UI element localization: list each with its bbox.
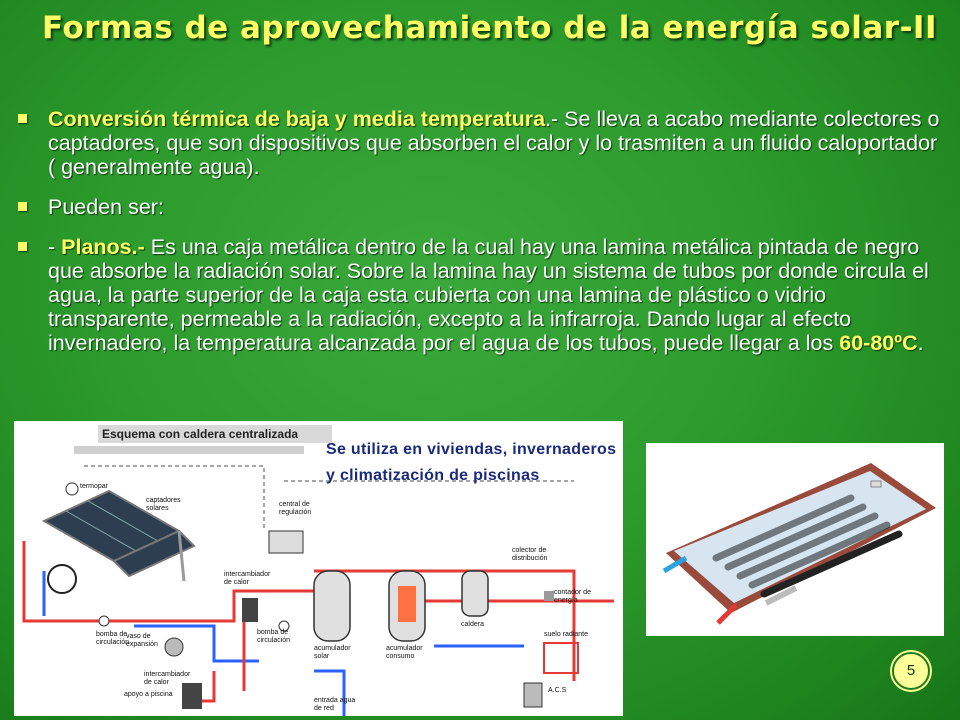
square-bullet-icon (18, 202, 27, 211)
flat-collector-image (646, 443, 944, 636)
bullet-planos (14, 235, 949, 355)
label-caldera: caldera (461, 621, 484, 628)
bullet-text: Pueden ser: (48, 195, 164, 219)
label-acumulador-solar: acumulador solar (314, 645, 351, 660)
label-piscina: apoyo a piscina (124, 691, 173, 698)
label-acumulador-consumo: acumulador consumo (386, 645, 423, 660)
label-captadores: captadores solares (146, 497, 181, 512)
label-vaso: vaso de expansión (126, 633, 158, 648)
label-suelo: suelo radiante (544, 631, 588, 638)
bullet-list (14, 107, 949, 371)
label-bomba-1: bomba de circulación (96, 631, 130, 646)
label-bomba-2: bomba de circulación (257, 629, 291, 644)
bullet-pueden-ser (14, 195, 949, 219)
label-termopar: termopar (80, 483, 109, 490)
diagram-title: Esquema con caldera centralizada (98, 425, 332, 443)
bullet-lead: Planos.- (61, 235, 145, 259)
square-bullet-icon (18, 114, 27, 123)
bullet-prefix: - (48, 235, 62, 259)
label-entrada-agua: entrada agua de red (314, 697, 356, 712)
label-contador: contador de energía (554, 589, 591, 604)
page-number: 5 (892, 652, 930, 690)
label-intercambiador-1: intercambiador de calor (224, 571, 271, 586)
square-bullet-icon (18, 242, 27, 251)
temperature-value: 60-80ºC (839, 331, 918, 355)
slide-title: Formas de aprovechamiento de la energía solar-II (42, 10, 937, 46)
label-colector-distribucion: colector de distribución (512, 547, 548, 562)
label-acs: A.C.S (548, 687, 567, 694)
label-intercambiador-2: intercambiador de calor (144, 671, 191, 686)
label-central: central de regulación (279, 501, 312, 516)
bullet-conversion (14, 107, 949, 179)
bullet-lead: Conversión térmica de baja y media temperatura (48, 107, 546, 131)
bullet-end: . (917, 331, 924, 355)
bullet-text: .- Se lleva a acabo mediante colectores o captadores, que son dispositivos que absorben el calor y lo trasmiten a un fluido caloportador ( generalmente agua). (48, 107, 940, 179)
flat-collector-drawing (646, 443, 944, 636)
usage-note: Se utiliza en viviendas, invernaderos y climatización de piscinas (326, 441, 617, 484)
solar-system-diagram (14, 421, 623, 716)
bullet-text: Es una caja metálica dentro de la cual hay una lamina metálica pintada de negro que absorbe la radiación solar. Sobre la lamina hay un sistema de tubos por donde circula el agua, la parte superior de la caja esta cubierta con una lamina de plástico o vidrio transparente, permeable a la radiación, excepto a la infrarroja. Dando lugar al efecto invernadero, la temperatura alcanzada por el agua de los tubos, puede llegar a los (48, 235, 929, 355)
